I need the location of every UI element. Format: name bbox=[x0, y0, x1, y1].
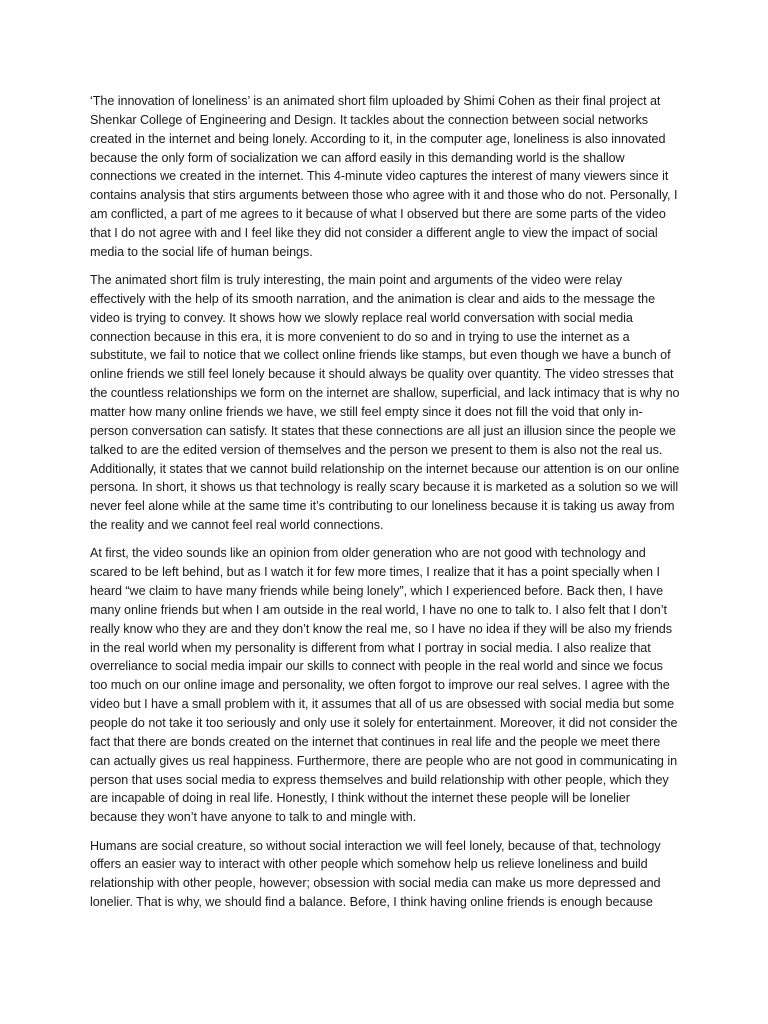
paragraph-1: ‘The innovation of loneliness’ is an animated short film uploaded by Shimi Cohen as their final project at Shenkar College of Engineering and Design. It tackles about the connection between social networks created in the internet and being lonely. According to it, in the computer age, loneliness is also innovated because the only form of socialization we can afford easily in this demanding world is the shallow connections we created in the internet. This 4-minute video captures the interest of many viewers since it contains analysis that stirs arguments between those who agree with it and those who do not. Personally, I am conflicted, a part of me agrees to it because of what I observed but there are some parts of the video that I do not agree with and I feel like they did not consider a different angle to view the impact of social media to the social life of human beings. bbox=[90, 94, 678, 259]
document-body bbox=[90, 92, 680, 921]
paragraph-2: The animated short film is truly interesting, the main point and arguments of the video were relay effectively with the help of its smooth narration, and the animation is clear and aids to the message the video is trying to convey. It shows how we slowly replace real world conversation with social media connection because in this era, it is more convenient to do so and in trying to use the internet as a substitute, we fail to notice that we collect online friends like stamps, but even though we have a bunch of online friends we still feel lonely because it should always be quality over quantity. The video stresses that the countless relationships we form on the internet are shallow, superficial, and lack intimacy that is why no matter how many online friends we have, we still feel empty since it does not fill the void that only in-person conversation can satisfy. It states that these connections are all just an illusion since the people we talked to are the edited version of themselves and the person we present to them is also not the real us. Additionally, it states that we cannot build relationship on the internet because our attention is on our online persona. In short, it shows us that technology is really scary because it is marketed as a solution so we will never feel alone while at the same time it’s contributing to our loneliness because it is taking us away from the reality and we cannot feel real world connections. bbox=[90, 273, 680, 533]
paragraph-4: Humans are social creature, so without social interaction we will feel lonely, because of that, technology offers an easier way to interact with other people which somehow help us relieve loneliness and build relationship with other people, however; obsession with social media can make us more depressed and lonelier. That is why, we should find a balance. Before, I think having online friends is enough because bbox=[90, 838, 661, 910]
paragraph-3: At first, the video sounds like an opinion from older generation who are not good with technology and scared to be left behind, but as I watch it for few more times, I realize that it has a point specially when I heard “we claim to have many friends while being lonely”, which I experienced before. Back then, I have many online friends but when I am outside in the real world, I have no one to talk to. I also felt that I don’t really know who they are and they don’t know the real me, so I have no idea if they will be also my friends in the real world when my personality is different from what I portray in social media. I also realize that overreliance to social media impair our skills to connect with people in the real world and since we focus too much on our online image and personality, we often forgot to improve our real selves. I agree with the video but I have a small problem with it, it assumes that all of us are obsessed with social media but some people do not take it too seriously and only use it solely for entertainment. Moreover, it did not consider the fact that there are bonds created on the internet that continues in real life and the people we meet there can actually gives us real happiness. Furthermore, there are people who are not good in communicating in person that uses social media to express themselves and build relationship with other people, which they are incapable of doing in real life. Honestly, I think without the internet these people will be lonelier because they won’t have anyone to talk to and mingle with. bbox=[90, 546, 678, 825]
